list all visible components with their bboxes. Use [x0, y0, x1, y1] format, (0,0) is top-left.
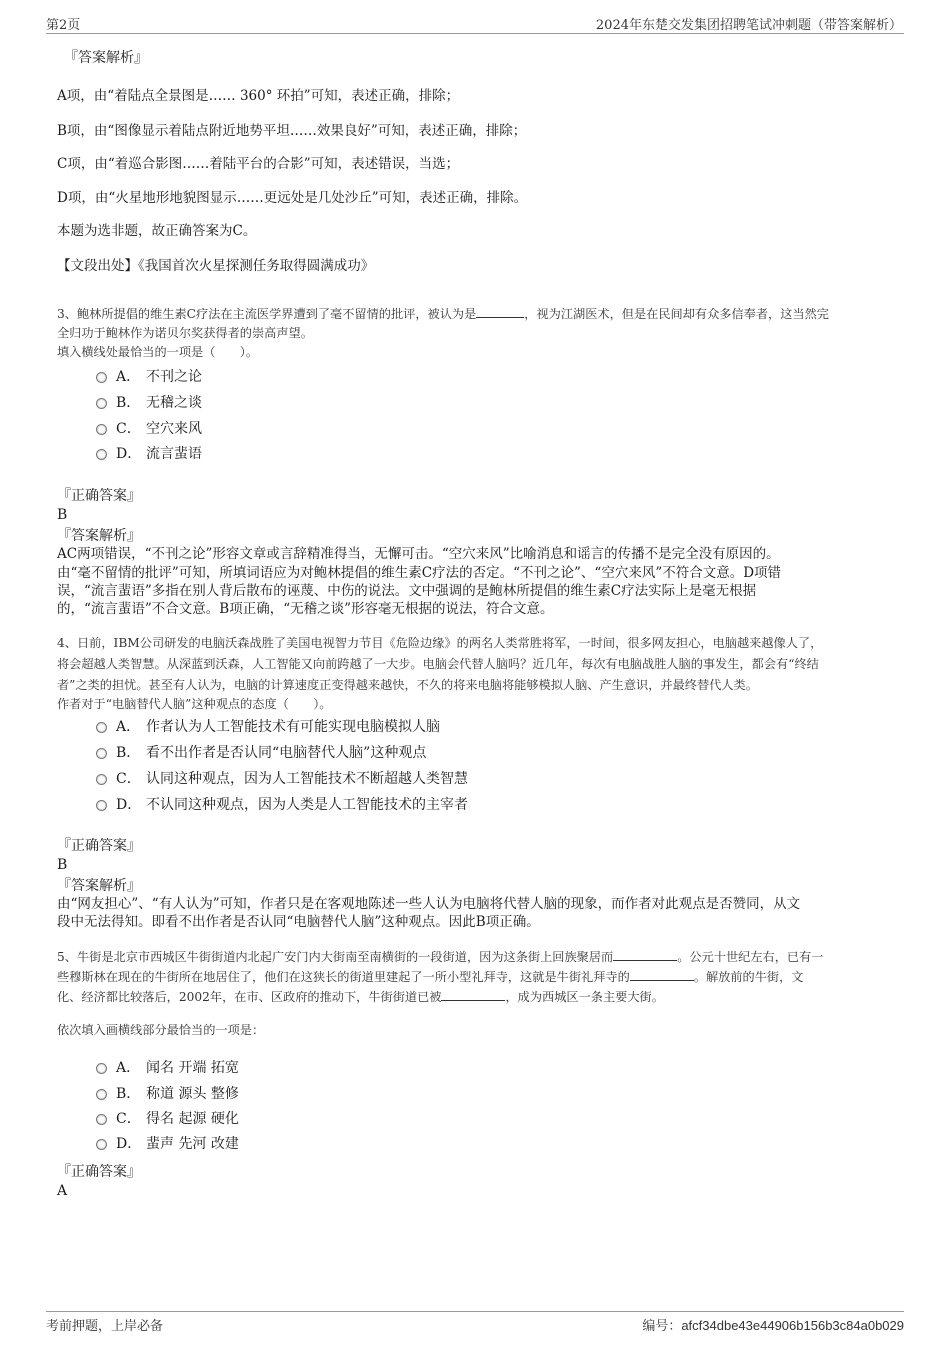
- prev-analysis-title: 『答案解析』: [64, 50, 148, 66]
- radio-button[interactable]: [96, 774, 107, 785]
- q3-option-a[interactable]: A． 不刊之论: [96, 367, 202, 387]
- q3-stem: 3、鲍林所提倡的维生素C疗法在主流医学界遭到了毫不留情的批评，被认为是 ，视为江湖医术，但是在民间却有众多信奉者，这当然完: [57, 307, 829, 321]
- radio-button[interactable]: [96, 449, 107, 460]
- radio-button[interactable]: [96, 372, 107, 383]
- q5-option-b[interactable]: B． 称道 源头 整修: [96, 1084, 239, 1104]
- q3-option-d[interactable]: D． 流言蜚语: [96, 444, 202, 464]
- q5-blank-1: [613, 950, 677, 961]
- q4-analysis-line: 由“网友担心”、“有人认为”可知，作者只是在客观地陈述一些人认为电脑将代替人脑的现象，而作者对此观点是否赞同，从文: [57, 896, 801, 912]
- q4-answer: B: [57, 857, 68, 873]
- q3-analysis-line: 的，“流言蜚语”不合文意。B项正确，“无稽之谈”形容毫无根据的说法，符合文意。: [57, 601, 554, 617]
- q5-stem-line: 些穆斯林在现在的牛街所在地居住了，他们在这狭长的街道里建起了一所小型礼拜寺，这就是牛街礼拜寺的 。解放前的牛街，文: [57, 970, 804, 984]
- prev-analysis-line-a: A项，由“着陆点全景图是…… 360° 环拍”可知，表述正确，排除；: [57, 88, 460, 104]
- q3-option-c[interactable]: C． 空穴来风: [96, 419, 202, 439]
- q3-answer-title: 『正确答案』: [57, 488, 141, 504]
- q3-stem-line-2: 全归功于鲍林作为诺贝尔奖获得者的崇高声望。: [57, 326, 313, 340]
- q5-option-c[interactable]: C． 得名 起源 硬化: [96, 1109, 239, 1129]
- q5-answer: A: [57, 1183, 68, 1199]
- q5-stem-line: 化、经济都比较落后，2002年，在市、区政府的推动下，牛街街道已被 ，成为西城区一条主要大街。: [57, 990, 664, 1004]
- q3-analysis-line: 误，“流言蜚语”多指在别人背后散布的诬蔑、中伤的说法。文中强调的是鲍林所提倡的维生素C疗法实际上是毫无根据: [57, 583, 757, 599]
- prev-source: 【文段出处】《我国首次火星探测任务取得圆满成功》: [57, 258, 375, 274]
- radio-button[interactable]: [96, 1139, 107, 1150]
- radio-button[interactable]: [96, 398, 107, 409]
- q5-option-d[interactable]: D． 蜚声 先河 改建: [96, 1134, 239, 1154]
- q4-option-d[interactable]: D． 不认同这种观点，因为人类是人工智能技术的主宰者: [96, 795, 468, 815]
- q4-stem-line: 将会超越人类智慧。从深蓝到沃森，人工智能又向前跨越了一大步。电脑会代替人脑吗？近几年，每次有电脑战胜人脑的事发生，都会有“终结: [57, 657, 819, 671]
- q3-option-b[interactable]: B． 无稽之谈: [96, 393, 202, 413]
- q4-option-c[interactable]: C． 认同这种观点，因为人工智能技术不断超越人类智慧: [96, 769, 468, 789]
- q3-prompt: 填入横线处最恰当的一项是（ ）。: [57, 345, 259, 359]
- q4-analysis-line: 段中无法得知。即看不出作者是否认同“电脑替代人脑”这种观点。因此B项正确。: [57, 914, 540, 930]
- q5-blank-3: [441, 990, 505, 1001]
- prev-analysis-line-d: D项，由“火星地形地貌图显示……更远处是几处沙丘”可知，表述正确，排除。: [57, 190, 528, 206]
- q3-analysis-line: AC两项错误，“不刊之论”形容文章或言辞精准得当，无懈可击。“空穴来风”比喻消息和谣言的传播不是完全没有原因的。: [57, 546, 780, 562]
- q3-answer: B: [57, 507, 68, 523]
- page-number: 第2页: [46, 18, 81, 33]
- footer-code: 编号：afcf34dbe43e44906b156b3c84a0b029: [642, 1318, 904, 1334]
- prev-analysis-line-c: C项，由“着巡合影图……着陆平台的合影”可知，表述错误，当选；: [57, 156, 460, 172]
- q3-analysis-line: 由“毫不留情的批评”可知，所填词语应为对鲍林提倡的维生素C疗法的否定。“不刊之论”、“空穴来风”不符合文意。D项错: [57, 565, 782, 581]
- radio-button[interactable]: [96, 1089, 107, 1100]
- q4-answer-title: 『正确答案』: [57, 838, 141, 854]
- radio-button[interactable]: [96, 1063, 107, 1074]
- q4-option-a[interactable]: A． 作者认为人工智能技术有可能实现电脑模拟人脑: [96, 717, 440, 737]
- prev-analysis-line-b: B项，由“图像显示着陆点附近地势平坦……效果良好”可知，表述正确，排除；: [57, 123, 527, 139]
- q5-answer-title: 『正确答案』: [57, 1164, 141, 1180]
- q4-stem-line: 4、日前，IBM公司研发的电脑沃森战胜了美国电视智力节目《危险边缘》的两名人类常胜将军，一时间，很多网友担心，电脑越来越像人了，: [57, 636, 823, 650]
- q5-prompt: 依次填入画横线部分最恰当的一项是：: [57, 1023, 265, 1037]
- q4-analysis-title: 『答案解析』: [57, 878, 141, 894]
- q4-option-b[interactable]: B． 看不出作者是否认同“电脑替代人脑”这种观点: [96, 743, 426, 763]
- q4-stem-line: 者”之类的担忧。甚至有人认为，电脑的计算速度正变得越来越快，不久的将来电脑将能够模拟人脑、产生意识，并最终替代人类。: [57, 678, 758, 692]
- q5-blank-2: [630, 970, 694, 981]
- radio-button[interactable]: [96, 1114, 107, 1125]
- radio-button[interactable]: [96, 748, 107, 759]
- radio-button[interactable]: [96, 722, 107, 733]
- radio-button[interactable]: [96, 800, 107, 811]
- footer-divider: [46, 1311, 904, 1312]
- prev-conclusion: 本题为选非题，故正确答案为C。: [57, 223, 257, 239]
- footer-slogan: 考前押题，上岸必备: [46, 1319, 164, 1334]
- q4-prompt: 作者对于“电脑替代人脑”这种观点的态度（ ）。: [57, 697, 332, 711]
- q5-stem-line: 5、牛街是北京市西城区牛街街道内北起广安门内大街南至南横街的一段街道，因为这条街上回族聚居而 。公元十世纪左右，已有一: [57, 950, 824, 964]
- document-title: 2024年东楚交发集团招聘笔试冲刺题（带答案解析）: [595, 18, 902, 33]
- header-divider: [46, 33, 904, 34]
- radio-button[interactable]: [96, 424, 107, 435]
- q3-blank: [476, 307, 524, 318]
- q3-analysis-title: 『答案解析』: [57, 528, 141, 544]
- q5-option-a[interactable]: A． 闻名 开端 拓宽: [96, 1058, 239, 1078]
